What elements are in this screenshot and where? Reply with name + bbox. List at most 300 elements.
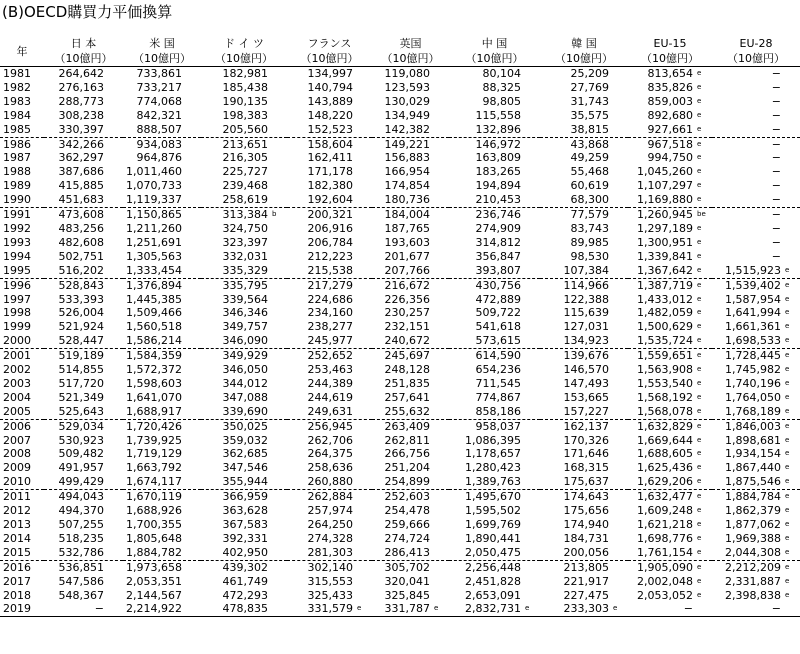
value: 2,044,308 bbox=[725, 545, 781, 559]
value: 1,339,841 bbox=[637, 249, 693, 263]
cell-korea bbox=[540, 222, 628, 236]
table-row bbox=[0, 165, 800, 179]
cell-france bbox=[287, 434, 372, 448]
value: 163,809 bbox=[475, 151, 521, 165]
cell-korea bbox=[540, 208, 628, 222]
cell-germany bbox=[201, 490, 287, 504]
cell-korea bbox=[540, 447, 628, 461]
cell-germany bbox=[201, 518, 287, 532]
cell-eu15 bbox=[628, 250, 712, 264]
value: 813,654 bbox=[647, 67, 693, 80]
value: 1,535,724 bbox=[637, 334, 693, 348]
value: 1,482,059 bbox=[637, 306, 693, 320]
cell-eu28 bbox=[712, 109, 800, 123]
value: 255,632 bbox=[384, 404, 430, 418]
cell-germany bbox=[201, 208, 287, 222]
value: 1,500,629 bbox=[637, 320, 693, 334]
col-header-eu15: EU-15 bbox=[653, 37, 687, 50]
cell-uk bbox=[372, 475, 449, 489]
flag-note: e bbox=[697, 547, 702, 556]
value: 257,641 bbox=[384, 390, 430, 404]
cell-eu28 bbox=[712, 546, 800, 560]
cell-germany bbox=[201, 363, 287, 377]
value: 1,539,402 bbox=[725, 278, 781, 292]
value: 349,929 bbox=[222, 349, 268, 363]
cell-japan bbox=[44, 306, 123, 320]
year-cell: 1993 bbox=[3, 235, 31, 249]
value: 1,572,372 bbox=[126, 363, 182, 377]
cell-uk bbox=[372, 165, 449, 179]
value: 521,924 bbox=[58, 320, 104, 334]
cell-japan bbox=[44, 419, 123, 433]
value: 491,957 bbox=[58, 461, 104, 475]
cell-eu15 bbox=[628, 165, 712, 179]
cell-eu28 bbox=[712, 179, 800, 193]
col-header-germany: ド イ ツ bbox=[224, 37, 264, 50]
cell-eu28 bbox=[712, 193, 800, 207]
value: 286,413 bbox=[384, 545, 430, 559]
value: 244,619 bbox=[307, 390, 353, 404]
value: 314,812 bbox=[475, 235, 521, 249]
value: 266,756 bbox=[384, 447, 430, 461]
cell-eu15 bbox=[628, 447, 712, 461]
year-cell: 1990 bbox=[0, 193, 44, 207]
cell-germany bbox=[201, 434, 287, 448]
cell-germany bbox=[201, 377, 287, 391]
flag-note: e bbox=[785, 547, 790, 556]
value: 143,889 bbox=[307, 94, 353, 108]
value: 171,646 bbox=[563, 447, 609, 461]
value: 260,880 bbox=[307, 475, 353, 489]
cell-korea bbox=[540, 546, 628, 560]
cell-china bbox=[449, 504, 540, 518]
value: 210,453 bbox=[475, 193, 521, 207]
cell-usa bbox=[123, 560, 201, 574]
cell-japan bbox=[44, 137, 123, 151]
cell-korea bbox=[540, 475, 628, 489]
value: 258,636 bbox=[307, 461, 353, 475]
value: 1,119,337 bbox=[126, 193, 182, 207]
value: 325,433 bbox=[307, 588, 353, 602]
cell-eu15 bbox=[628, 589, 712, 603]
ppp-table bbox=[0, 37, 800, 617]
value: 1,559,651 bbox=[637, 349, 693, 363]
value: 541,618 bbox=[475, 320, 521, 334]
cell-usa bbox=[123, 165, 201, 179]
cell-eu15 bbox=[628, 123, 712, 137]
cell-korea bbox=[540, 434, 628, 448]
year-cell: 2003 bbox=[3, 376, 31, 390]
flag-note: e bbox=[697, 294, 702, 303]
cell-japan bbox=[44, 81, 123, 95]
cell-eu28 bbox=[712, 461, 800, 475]
value: 139,676 bbox=[563, 349, 609, 363]
cell-china bbox=[449, 293, 540, 307]
value: 2,212,209 bbox=[725, 560, 781, 574]
cell-france bbox=[287, 306, 372, 320]
value: 205,560 bbox=[222, 122, 268, 136]
value: 2,002,048 bbox=[637, 574, 693, 588]
cell-usa bbox=[123, 575, 201, 589]
cell-uk bbox=[372, 391, 449, 405]
value: 254,899 bbox=[384, 475, 430, 489]
value: 1,586,214 bbox=[126, 334, 182, 348]
value: 478,835 bbox=[222, 602, 268, 616]
cell-japan bbox=[44, 377, 123, 391]
value: 1,934,154 bbox=[725, 447, 781, 461]
value: 1,698,776 bbox=[637, 531, 693, 545]
cell-korea bbox=[540, 560, 628, 574]
cell-eu15 bbox=[628, 278, 712, 292]
value: 1,877,062 bbox=[725, 518, 781, 531]
year-cell: 1996 bbox=[3, 278, 31, 292]
year-cell: 2014 bbox=[3, 531, 31, 545]
cell-china bbox=[449, 405, 540, 419]
cell-usa bbox=[123, 278, 201, 292]
cell-japan bbox=[44, 391, 123, 405]
value: 245,697 bbox=[384, 349, 430, 363]
value: 330,397 bbox=[58, 122, 104, 136]
cell-usa bbox=[123, 349, 201, 363]
cell-uk bbox=[372, 532, 449, 546]
value: 1,761,154 bbox=[637, 545, 693, 559]
flag-note: e bbox=[697, 265, 702, 274]
value: 119,080 bbox=[384, 67, 430, 80]
cell-eu28 bbox=[712, 363, 800, 377]
value: 254,478 bbox=[384, 504, 430, 518]
cell-eu28 bbox=[712, 490, 800, 504]
value: 1,661,361 bbox=[725, 320, 781, 334]
cell-japan bbox=[44, 560, 123, 574]
value: 509,722 bbox=[475, 306, 521, 320]
cell-eu15 bbox=[628, 461, 712, 475]
value: 1,867,440 bbox=[725, 461, 781, 475]
value: 349,757 bbox=[222, 320, 268, 334]
value: 1,719,129 bbox=[126, 447, 182, 461]
unit-label: （10億円） bbox=[372, 51, 449, 67]
cell-germany bbox=[201, 193, 287, 207]
value: 347,546 bbox=[222, 461, 268, 475]
value: 1,553,540 bbox=[637, 376, 693, 390]
value: 281,303 bbox=[307, 545, 353, 559]
cell-uk bbox=[372, 250, 449, 264]
cell-usa bbox=[123, 546, 201, 560]
cell-korea bbox=[540, 137, 628, 151]
cell-japan bbox=[44, 475, 123, 489]
value: 245,977 bbox=[307, 334, 353, 348]
value: 315,553 bbox=[307, 574, 353, 588]
cell-korea bbox=[540, 349, 628, 363]
value: 175,656 bbox=[563, 504, 609, 518]
year-cell: 1987 bbox=[3, 151, 31, 165]
value: 473,608 bbox=[58, 208, 104, 222]
value: 363,628 bbox=[222, 504, 268, 518]
year-cell: 1986 bbox=[3, 137, 31, 151]
cell-china bbox=[449, 236, 540, 250]
table-row bbox=[0, 123, 800, 137]
flag-note: e bbox=[697, 351, 702, 360]
value: 528,447 bbox=[58, 334, 104, 348]
value: 216,672 bbox=[384, 278, 430, 292]
value: − bbox=[771, 94, 781, 108]
value: 733,217 bbox=[136, 80, 182, 94]
flag-note: e bbox=[785, 294, 790, 303]
cell-china bbox=[449, 532, 540, 546]
cell-japan bbox=[44, 447, 123, 461]
value: 2,398,838 bbox=[725, 588, 781, 602]
value: 153,665 bbox=[563, 390, 609, 404]
value: 107,384 bbox=[563, 263, 609, 277]
value: 89,985 bbox=[570, 235, 609, 249]
value: 994,750 bbox=[647, 151, 693, 165]
value: 1,805,648 bbox=[126, 531, 182, 545]
year-cell: 1981 bbox=[3, 67, 31, 80]
value: 1,568,078 bbox=[637, 404, 693, 418]
year-cell: 2006 bbox=[3, 419, 31, 433]
cell-usa bbox=[123, 602, 201, 616]
col-header-eu28: EU-28 bbox=[739, 37, 773, 50]
cell-uk bbox=[372, 518, 449, 532]
year-cell: 2011 bbox=[3, 490, 31, 504]
value: 187,765 bbox=[384, 221, 430, 235]
value: 530,923 bbox=[58, 433, 104, 447]
table-row bbox=[0, 363, 800, 377]
flag-note: e bbox=[697, 139, 702, 148]
value: 232,151 bbox=[384, 320, 430, 334]
cell-eu28 bbox=[712, 419, 800, 433]
table-row bbox=[0, 532, 800, 546]
year-cell: 2001 bbox=[3, 349, 31, 363]
cell-japan bbox=[44, 575, 123, 589]
flag-note: e bbox=[697, 406, 702, 415]
cell-china bbox=[449, 193, 540, 207]
cell-usa bbox=[123, 391, 201, 405]
flag-note: e bbox=[697, 237, 702, 246]
cell-korea bbox=[540, 165, 628, 179]
col-header-uk: 英国 bbox=[399, 37, 422, 50]
year-cell: 1998 bbox=[3, 306, 31, 320]
value: 1,297,189 bbox=[637, 221, 693, 235]
value: 2,256,448 bbox=[465, 560, 521, 574]
value: 1,169,880 bbox=[637, 193, 693, 207]
value: 80,104 bbox=[482, 67, 521, 80]
table-row bbox=[0, 461, 800, 475]
cell-eu28 bbox=[712, 95, 800, 109]
cell-china bbox=[449, 434, 540, 448]
cell-usa bbox=[123, 532, 201, 546]
cell-eu15 bbox=[628, 137, 712, 151]
value: 149,221 bbox=[384, 137, 430, 151]
cell-eu28 bbox=[712, 575, 800, 589]
cell-france bbox=[287, 575, 372, 589]
flag-note: e bbox=[785, 308, 790, 317]
cell-usa bbox=[123, 293, 201, 307]
cell-china bbox=[449, 320, 540, 334]
cell-france bbox=[287, 95, 372, 109]
cell-korea bbox=[540, 123, 628, 137]
cell-usa bbox=[123, 123, 201, 137]
unit-label: （10億円） bbox=[287, 51, 372, 67]
table-row bbox=[0, 236, 800, 250]
flag-note: e bbox=[697, 223, 702, 232]
value: − bbox=[771, 151, 781, 165]
cell-china bbox=[449, 95, 540, 109]
cell-germany bbox=[201, 151, 287, 165]
flag-note: e bbox=[697, 308, 702, 317]
cell-uk bbox=[372, 447, 449, 461]
table-row bbox=[0, 278, 800, 292]
table-body bbox=[0, 67, 800, 617]
flag-note: e bbox=[697, 251, 702, 260]
year-cell: 2013 bbox=[3, 518, 31, 531]
cell-france bbox=[287, 222, 372, 236]
flag-note: e bbox=[785, 322, 790, 331]
value: 472,293 bbox=[222, 588, 268, 602]
value: 332,031 bbox=[222, 249, 268, 263]
year-cell: 2012 bbox=[3, 504, 31, 518]
cell-japan bbox=[44, 278, 123, 292]
cell-france bbox=[287, 461, 372, 475]
value: 259,666 bbox=[384, 518, 430, 531]
cell-uk bbox=[372, 490, 449, 504]
value: 244,389 bbox=[307, 376, 353, 390]
value: 31,743 bbox=[570, 94, 609, 108]
value: 257,974 bbox=[307, 504, 353, 518]
value: 225,727 bbox=[222, 165, 268, 179]
value: 193,603 bbox=[384, 235, 430, 249]
value: 1,445,385 bbox=[126, 292, 182, 306]
cell-china bbox=[449, 461, 540, 475]
cell-uk bbox=[372, 208, 449, 222]
value: 1,621,218 bbox=[637, 518, 693, 531]
table-row bbox=[0, 589, 800, 603]
flag-note: e bbox=[697, 576, 702, 585]
value: 240,672 bbox=[384, 334, 430, 348]
value: 264,250 bbox=[307, 518, 353, 531]
cell-germany bbox=[201, 589, 287, 603]
value: 182,380 bbox=[307, 179, 353, 193]
cell-uk bbox=[372, 434, 449, 448]
year-cell: 2004 bbox=[3, 390, 31, 404]
value: 217,279 bbox=[307, 278, 353, 292]
value: 262,706 bbox=[307, 433, 353, 447]
year-cell: 2002 bbox=[3, 363, 31, 377]
value: 339,690 bbox=[222, 404, 268, 418]
cell-uk bbox=[372, 137, 449, 151]
cell-eu15 bbox=[628, 236, 712, 250]
cell-eu15 bbox=[628, 151, 712, 165]
value: 1,884,784 bbox=[725, 490, 781, 504]
value: 518,235 bbox=[58, 531, 104, 545]
flag-note: e bbox=[785, 336, 790, 345]
value: 2,053,351 bbox=[126, 574, 182, 588]
flag-note: e bbox=[697, 435, 702, 444]
value: 274,328 bbox=[307, 531, 353, 545]
col-header-usa: 米 国 bbox=[149, 37, 175, 50]
table-row bbox=[0, 109, 800, 123]
year-cell: 1997 bbox=[3, 292, 31, 306]
cell-korea bbox=[540, 461, 628, 475]
flag-note: e bbox=[785, 477, 790, 486]
cell-germany bbox=[201, 165, 287, 179]
flag-note: e bbox=[697, 280, 702, 289]
cell-germany bbox=[201, 560, 287, 574]
flag-note: e bbox=[697, 520, 702, 528]
cell-eu15 bbox=[628, 532, 712, 546]
value: 521,349 bbox=[58, 390, 104, 404]
cell-japan bbox=[44, 405, 123, 419]
year-cell: 1991 bbox=[3, 208, 31, 222]
cell-eu15 bbox=[628, 320, 712, 334]
value: 134,949 bbox=[384, 108, 430, 122]
cell-china bbox=[449, 109, 540, 123]
value: 1,699,769 bbox=[465, 518, 521, 531]
cell-korea bbox=[540, 293, 628, 307]
cell-usa bbox=[123, 377, 201, 391]
value: 77,579 bbox=[570, 208, 609, 222]
cell-japan bbox=[44, 236, 123, 250]
flag-note: e bbox=[434, 604, 439, 613]
year-cell: 1999 bbox=[3, 320, 31, 334]
cell-uk bbox=[372, 179, 449, 193]
value: 1,045,260 bbox=[637, 165, 693, 179]
cell-japan bbox=[44, 293, 123, 307]
value: 346,346 bbox=[222, 306, 268, 320]
value: 174,643 bbox=[563, 490, 609, 504]
flag-note: e bbox=[697, 110, 702, 119]
value: 1,641,070 bbox=[126, 390, 182, 404]
col-header-france: フランス bbox=[307, 37, 352, 50]
cell-japan bbox=[44, 334, 123, 348]
cell-france bbox=[287, 278, 372, 292]
cell-france bbox=[287, 475, 372, 489]
table-row bbox=[0, 334, 800, 348]
cell-eu28 bbox=[712, 602, 800, 616]
flag-note: e bbox=[697, 463, 702, 472]
cell-china bbox=[449, 67, 540, 81]
flag-note: e bbox=[697, 153, 702, 162]
value: 168,315 bbox=[563, 461, 609, 475]
value: 1,587,954 bbox=[725, 292, 781, 306]
year-cell: 1994 bbox=[3, 249, 31, 263]
flag-note: e bbox=[697, 533, 702, 542]
value: 35,575 bbox=[570, 108, 609, 122]
value: 212,223 bbox=[307, 249, 353, 263]
value: 482,608 bbox=[58, 235, 104, 249]
value: 171,178 bbox=[307, 165, 353, 179]
value: 2,144,567 bbox=[126, 588, 182, 602]
value: 1,367,642 bbox=[637, 263, 693, 277]
cell-eu28 bbox=[712, 236, 800, 250]
cell-china bbox=[449, 391, 540, 405]
value: 2,653,091 bbox=[465, 588, 521, 602]
cell-china bbox=[449, 363, 540, 377]
cell-eu28 bbox=[712, 475, 800, 489]
cell-uk bbox=[372, 349, 449, 363]
cell-china bbox=[449, 208, 540, 222]
cell-china bbox=[449, 490, 540, 504]
table-row bbox=[0, 81, 800, 95]
flag-note: e bbox=[697, 421, 702, 430]
cell-eu15 bbox=[628, 81, 712, 95]
value: 162,411 bbox=[307, 151, 353, 165]
year-cell: 2000 bbox=[0, 334, 44, 348]
value: 252,603 bbox=[384, 490, 430, 504]
value: 1,700,355 bbox=[126, 518, 182, 531]
cell-eu15 bbox=[628, 109, 712, 123]
cell-china bbox=[449, 377, 540, 391]
table-row bbox=[0, 293, 800, 307]
